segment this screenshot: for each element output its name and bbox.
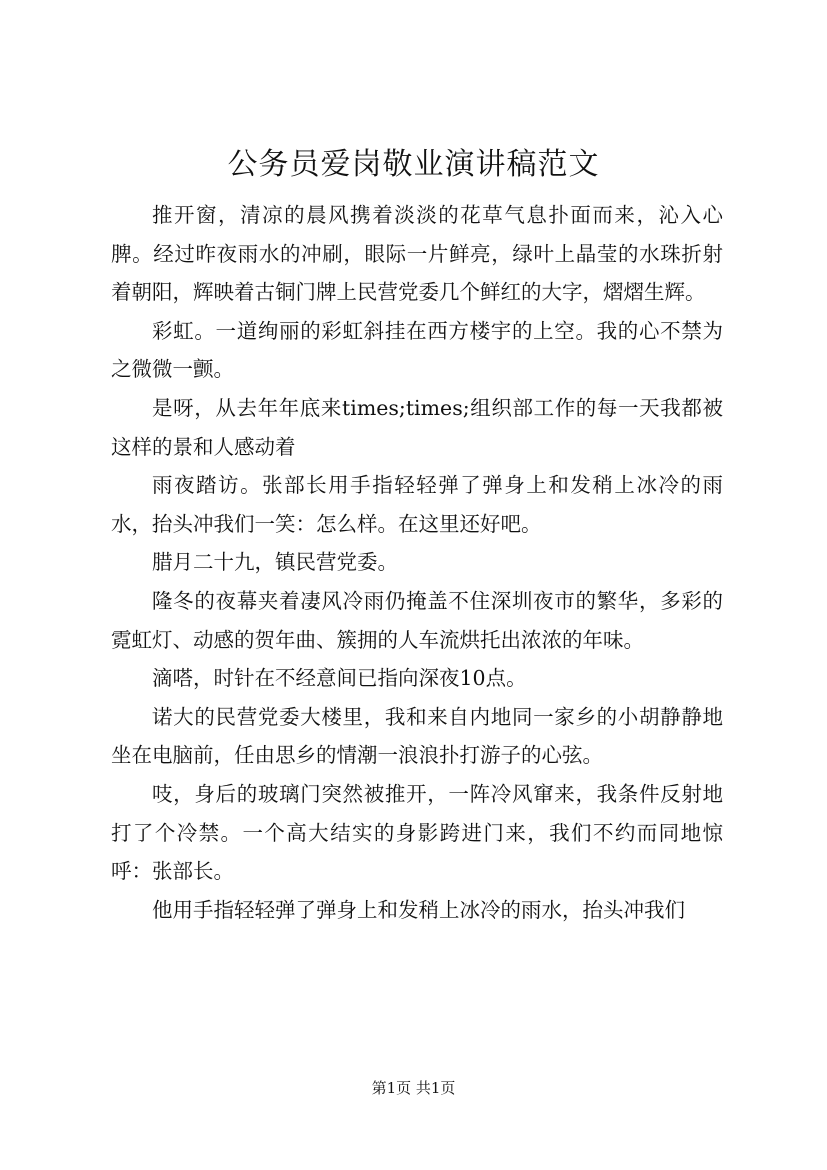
document-body bbox=[111, 196, 723, 929]
document-title: 公务员爱岗敬业演讲稿范文 bbox=[227, 147, 600, 182]
page-number-footer: 第1页 共1页 bbox=[371, 1079, 456, 1097]
paragraph: 雨夜踏访。张部长用手指轻轻弹了弹身上和发稍上冰冷的雨水，抬头冲我们一笑：怎么样。在这里还好吧。 bbox=[111, 473, 723, 536]
paragraph: 吱，身后的玻璃门突然被推开，一阵冷风窜来，我条件反射地打了个冷禁。一个高大结实的身影跨进门来，我们不约而同地惊呼：张部长。 bbox=[111, 781, 723, 884]
paragraph: 他用手指轻轻弹了弹身上和发稍上冰冷的雨水，抬头冲我们 bbox=[152, 897, 685, 922]
paragraph: 是呀，从去年年底来times;times;组织部工作的每一天我都被这样的景和人感动着 bbox=[111, 395, 723, 459]
paragraph: 滴嗒，时针在不经意间已指向深夜10点。 bbox=[152, 666, 527, 691]
paragraph: 隆冬的夜幕夹着凄风冷雨仍掩盖不住深圳夜市的繁华，多彩的霓虹灯、动感的贺年曲、簇拥的人车流烘托出浓浓的年味。 bbox=[111, 588, 723, 652]
paragraph: 诺大的民营党委大楼里，我和来自内地同一家乡的小胡静静地坐在电脑前，任由思乡的情潮一浪浪扑打游子的心弦。 bbox=[111, 704, 723, 768]
paragraph: 腊月二十九，镇民营党委。 bbox=[152, 550, 398, 575]
paragraph: 彩虹。一道绚丽的彩虹斜挂在西方楼宇的上空。我的心不禁为之微微一颤。 bbox=[111, 318, 723, 382]
paragraph: 推开窗，清凉的晨风携着淡淡的花草气息扑面而来，沁入心脾。经过昨夜雨水的冲刷，眼际一片鲜亮，绿叶上晶莹的水珠折射着朝阳，辉映着古铜门牌上民营党委几个鲜红的大字，熠熠生辉。 bbox=[111, 203, 723, 305]
